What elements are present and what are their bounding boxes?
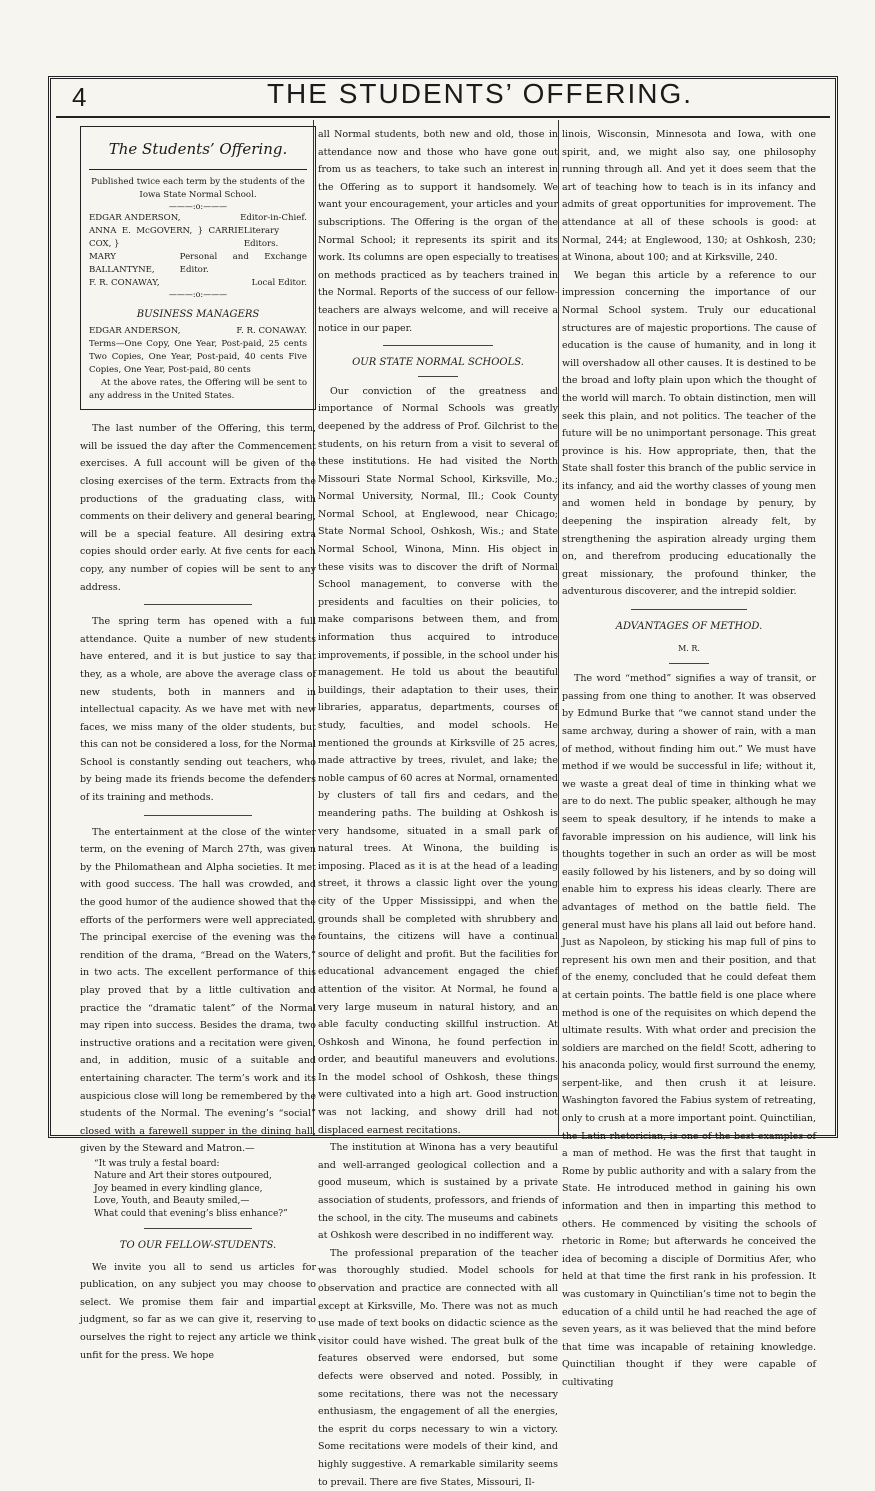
masthead-box — [80, 126, 316, 410]
paragraph: linois, Wisconsin, Minnesota and Iowa, with one spirit, and, we might also say, one philosophy running through all. And yet it does seem that the art of teaching how to teach is in its infancy and admits of great opportunities for improvement. The attendance at all of these schools is good: at Normal, 244; at Englewood, 130; at Oshkosh, 230; at Winona, about 100; and at Kirksville, 240. — [562, 129, 816, 264]
business-heading: BUSINESS MANAGERS — [136, 308, 260, 320]
paragraph: Our conviction of the greatness and importance of Normal Schools was greatly deepened by the address of Prof. Gilchrist to the students, on his return from a visit to several of these institutions. He had visited the North Missouri State Normal School, Kirksville, Mo.; Normal University, Normal, Ill.; Cook County Normal School, at Englewood, near Chicago; State Normal School, Oshkosh, Wis.; and State Normal School, Winona, Minn. His object in these visits was to discover the drift of Normal School management, to converse with the presidents and faculties on their policies, to make comparisons between them, and from information thus acquired to introduce improvements, if possible, in the school under his management. He told us about the beautiful buildings, their adaptation to their uses, their libraries, apparatus, departments, courses of study, faculties, and model schools. He mentioned the grounds at Kirksville of 25 acres, made attractive by trees, rivulet, and lake; the noble campus of 60 acres at Normal, ornamented by clusters of tall firs and cedars, and the meandering paths. The building at Oshkosh is very handsome, situated in a small park of natural trees. At Winona, the building is imposing. Placed as it is at the head of a leading street, it throws a classic light over the young city of the Upper Mississippi, and when the grounds shall be completed with shrubbery and fountains, the citizens will have a continual source of delight and profit. But the facilities for educational advancement engaged the chief attention of the visitor. At Normal, he found a very large museum in natural history, and an able faculty conducting skillful instruction. At Oshkosh and Winona, he found perfection in order, and beautiful maneuvers and evolutions. In the model school of Oshkosh, these things were cultivated into a high art. Good instruction was not lacking, and showy drill had not displaced earnest recitations. — [318, 385, 558, 1136]
masthead-rule — [56, 116, 830, 118]
column-3 — [562, 126, 816, 1392]
poem — [80, 1158, 316, 1220]
staff-name: EDGAR ANDERSON, — [89, 212, 181, 223]
page-number: 4 — [72, 82, 87, 112]
poem-line: Nature and Art their stores outpoured, — [94, 1171, 272, 1182]
staff-role: Editor-in-Chief. — [240, 212, 307, 223]
divider: ———:o:——— — [168, 289, 228, 299]
column-divider — [558, 120, 559, 1135]
paragraph: We began this article by a reference to our impression concerning the importance of our Normal School system. Truly our educational structures are of majestic proportions. The cause of education is the cause of humanity, and in long it will overshadow all other causes. It is destined to be the broad and lofty plain upon which the thought of the world will march. To obtain distinction, men will seek this plain, and not politics. The teacher of the future will be no unimportant personage. This great province is his. How appropriate, then, that the State shall foster this branch of the public service in its infancy, and aid the worthy classes of young men and women held in bondage by penury, by deepening the inspiration already felt, by strengthening the aspiration already urging them on, and therefrom producing educationally the great missionary, the profound thinker, the adventurous discoverer, and the intrepid soldier. — [562, 269, 816, 598]
separator — [383, 345, 493, 346]
paragraph: The entertainment at the close of the winter term, on the evening of March 27th, was given by the Philomathean and Alpha societies. It met with good success. The hall was crowded, and the good humor of the audience showed that the efforts of the performers were well appreciated. The principal exercise of the evening was the rendition of the drama, “Bread on the Waters,” in two acts. The excellent performance of this play proved that by a little cultivation and practice the “dramatic talent” of the Normal may ripen into success. Besides the drama, two instructive orations and a recitation were given, and, in addition, music of a suitable and entertaining character. The term’s work and its auspicious close will long be remembered by the students of the Normal. The evening’s “social” closed with a farewell supper in the dining hall, given by the Steward and Matron.— — [80, 826, 316, 1155]
separator — [631, 609, 748, 610]
poem-line: Joy beamed in every kindling glance, — [94, 1183, 263, 1194]
heading-rule — [418, 376, 458, 377]
separator — [144, 1228, 253, 1229]
staff-name: ANNA E. McGOVERN, } CARRIE COX, } — [89, 225, 244, 249]
paragraph: The professional preparation of the teacher was thoroughly studied. Model schools for observation and practice are connected with all except at Kirksville, Mo. There was not as much use made of text books on didactic science as the visitor could have wished. The great bulk of the features observed were endorsed, but some defects were observed and noted. Possibly, in some recitations, there was not the necessary enthusiasm, the engagement of all the energies, the esprit du corps necessary to win a victory. Some recitations were models of their kind, and highly suggestive. A remarkable similarity seems to prevail. There are five States, Missouri, Il- — [318, 1247, 558, 1488]
divider: ———:o:——— — [168, 201, 228, 211]
section-heading: TO OUR FELLOW-STUDENTS. — [119, 1239, 277, 1251]
poem-line: What could that evening’s bliss enhance?” — [94, 1208, 288, 1219]
business-name: EDGAR ANDERSON, — [89, 326, 181, 337]
paragraph: The spring term has opened with a full attendance. Quite a number of new students have entered, and it is but justice to say that they, as a whole, are above the average class of new students, both in manners and in intellectual capacity. As we have met with new faces, we miss many of the older students, but this can not be considered a loss, for the Normal School is constantly sending out teachers, who by being made its friends become the defenders of its training and methods. — [80, 616, 316, 804]
staff-row — [89, 277, 307, 290]
section-heading: OUR STATE NORMAL SCHOOLS. — [352, 357, 524, 369]
staff-role: Personal and Exchange Editor. — [179, 251, 307, 275]
paragraph: The last number of the Offering, this term, will be issued the day after the Commencement exercises. A full account will be given of the closing exercises of the term. Extracts from the productions of the graduating class, with comments on their delivery and general bearing, will be a special feature. All desiring extra copies should order early. At five cents for each copy, any number of copies will be sent to any address. — [80, 423, 316, 593]
paragraph: The word “method” signifies a way of transit, or passing from one thing to another. It was observed by Edmund Burke that “we cannot stand under the same archway, during a shower of rain, with a man of method, without finding him out.” We must have method if we would be successful in life; without it, we waste a great deal of time in thinking what we are to do next. The public speaker, although he may seem to speak desultory, if he intends to make a favorable impression on his audience, will link his thoughts together in such an order as will be most easily followed by his listeners, and by so doing will enable him to express his ideas clearly. There are advantages of method on the battle field. The general must have his plans all laid out before hand. Just as Napoleon, by sticking his map full of pins to represent his own men and their position, and that of the enemy, concluded that he could defeat them at certain points. The battle field is one place where method is one of the requisites on which depend the ultimate results. With what order and precision the soldiers are marched on the field! Scott, adhering to his anaconda policy, would first surround the enemy, serpent-like, and then crush it at leisure. Washington favored the Fabius system of retreating, only to crush at a more important point. Quinctilian, the Latin rhetorician, is one of the best examples of a man of method. He was the first that taught in Rome by public authority and with a salary from the State. He introduced method in gaining his own information and then in imparting this method to others. He commenced by visiting the schools of rhetoric in Rome; but afterwards he conceived the idea of becoming a disciple of Dormitius Afer, who held at that time the first rank in his profession. It was customary in Quinctilian’s time not to begin the education of a child until he had reached the age of seven years, as it was believed that the mind before that time was incapable of retaining knowledge. Quinctilian thought if they were capable of cultivating — [562, 673, 816, 1388]
paragraph: We invite you all to send us articles for publication, on any subject you may choose to select. We promise them fair and impartial judgment, so far as we can give it, reserving to ourselves the right to reject any article we think unfit for the press. We hope — [80, 1261, 316, 1361]
staff-name: MARY BALLANTYNE, — [89, 251, 155, 275]
staff-role: Literary Editors. — [243, 225, 280, 249]
paragraph: all Normal students, both new and old, those in attendance now and those who have gone out from us as teachers, to take such an interest in the Offering as to support it handsomely. We want your encouragement, your articles and your subscriptions. The Offering is the organ of the Normal School; it represents its spirit and its work. Its columns are open especially to treatises on methods practiced as by teachers trained in the Normal. Reports of the success of our fellow-teachers are always welcome, and will receive a notice in our paper. — [318, 129, 558, 334]
separator — [144, 815, 253, 816]
box-title: The Students’ Offering. — [108, 140, 288, 158]
staff-row — [89, 251, 307, 277]
staff-row — [89, 225, 307, 251]
staff-row — [89, 212, 307, 225]
byline: M. R. — [678, 643, 700, 653]
staff-name: F. R. CONAWAY, — [89, 277, 160, 288]
heading-rule — [669, 663, 709, 664]
column-2 — [316, 126, 558, 1491]
publication-note: Published twice each term by the students of the Iowa State Normal School. — [91, 176, 305, 200]
poem-line: Love, Youth, and Beauty smiled,— — [94, 1196, 250, 1207]
business-row — [89, 325, 307, 338]
column-1 — [80, 126, 316, 1364]
rates-note: At the above rates, the Offering will be sent to any address in the United States. — [89, 378, 307, 402]
terms: Terms—One Copy, One Year, Post-paid, 25 cents Two Copies, One Year, Post-paid, 40 cents Five Copies, One Year, Post-paid, 80 cents — [89, 339, 307, 376]
paragraph: The institution at Winona has a very beautiful and well-arranged geological collection and a good museum, which is sustained by a private association of students, professors, and friends of the school, in the city. The museums and cabinets at Oshkosh were described in no indifferent way. — [318, 1142, 558, 1242]
business-name: F. R. CONAWAY. — [236, 326, 307, 337]
box-rule — [89, 169, 307, 170]
section-heading: ADVANTAGES OF METHOD. — [615, 621, 763, 633]
separator — [144, 604, 253, 605]
poem-line: “It was truly a festal board: — [94, 1158, 220, 1169]
staff-role: Local Editor. — [251, 277, 307, 288]
masthead-title: THE STUDENTS’ OFFERING. — [266, 78, 694, 109]
